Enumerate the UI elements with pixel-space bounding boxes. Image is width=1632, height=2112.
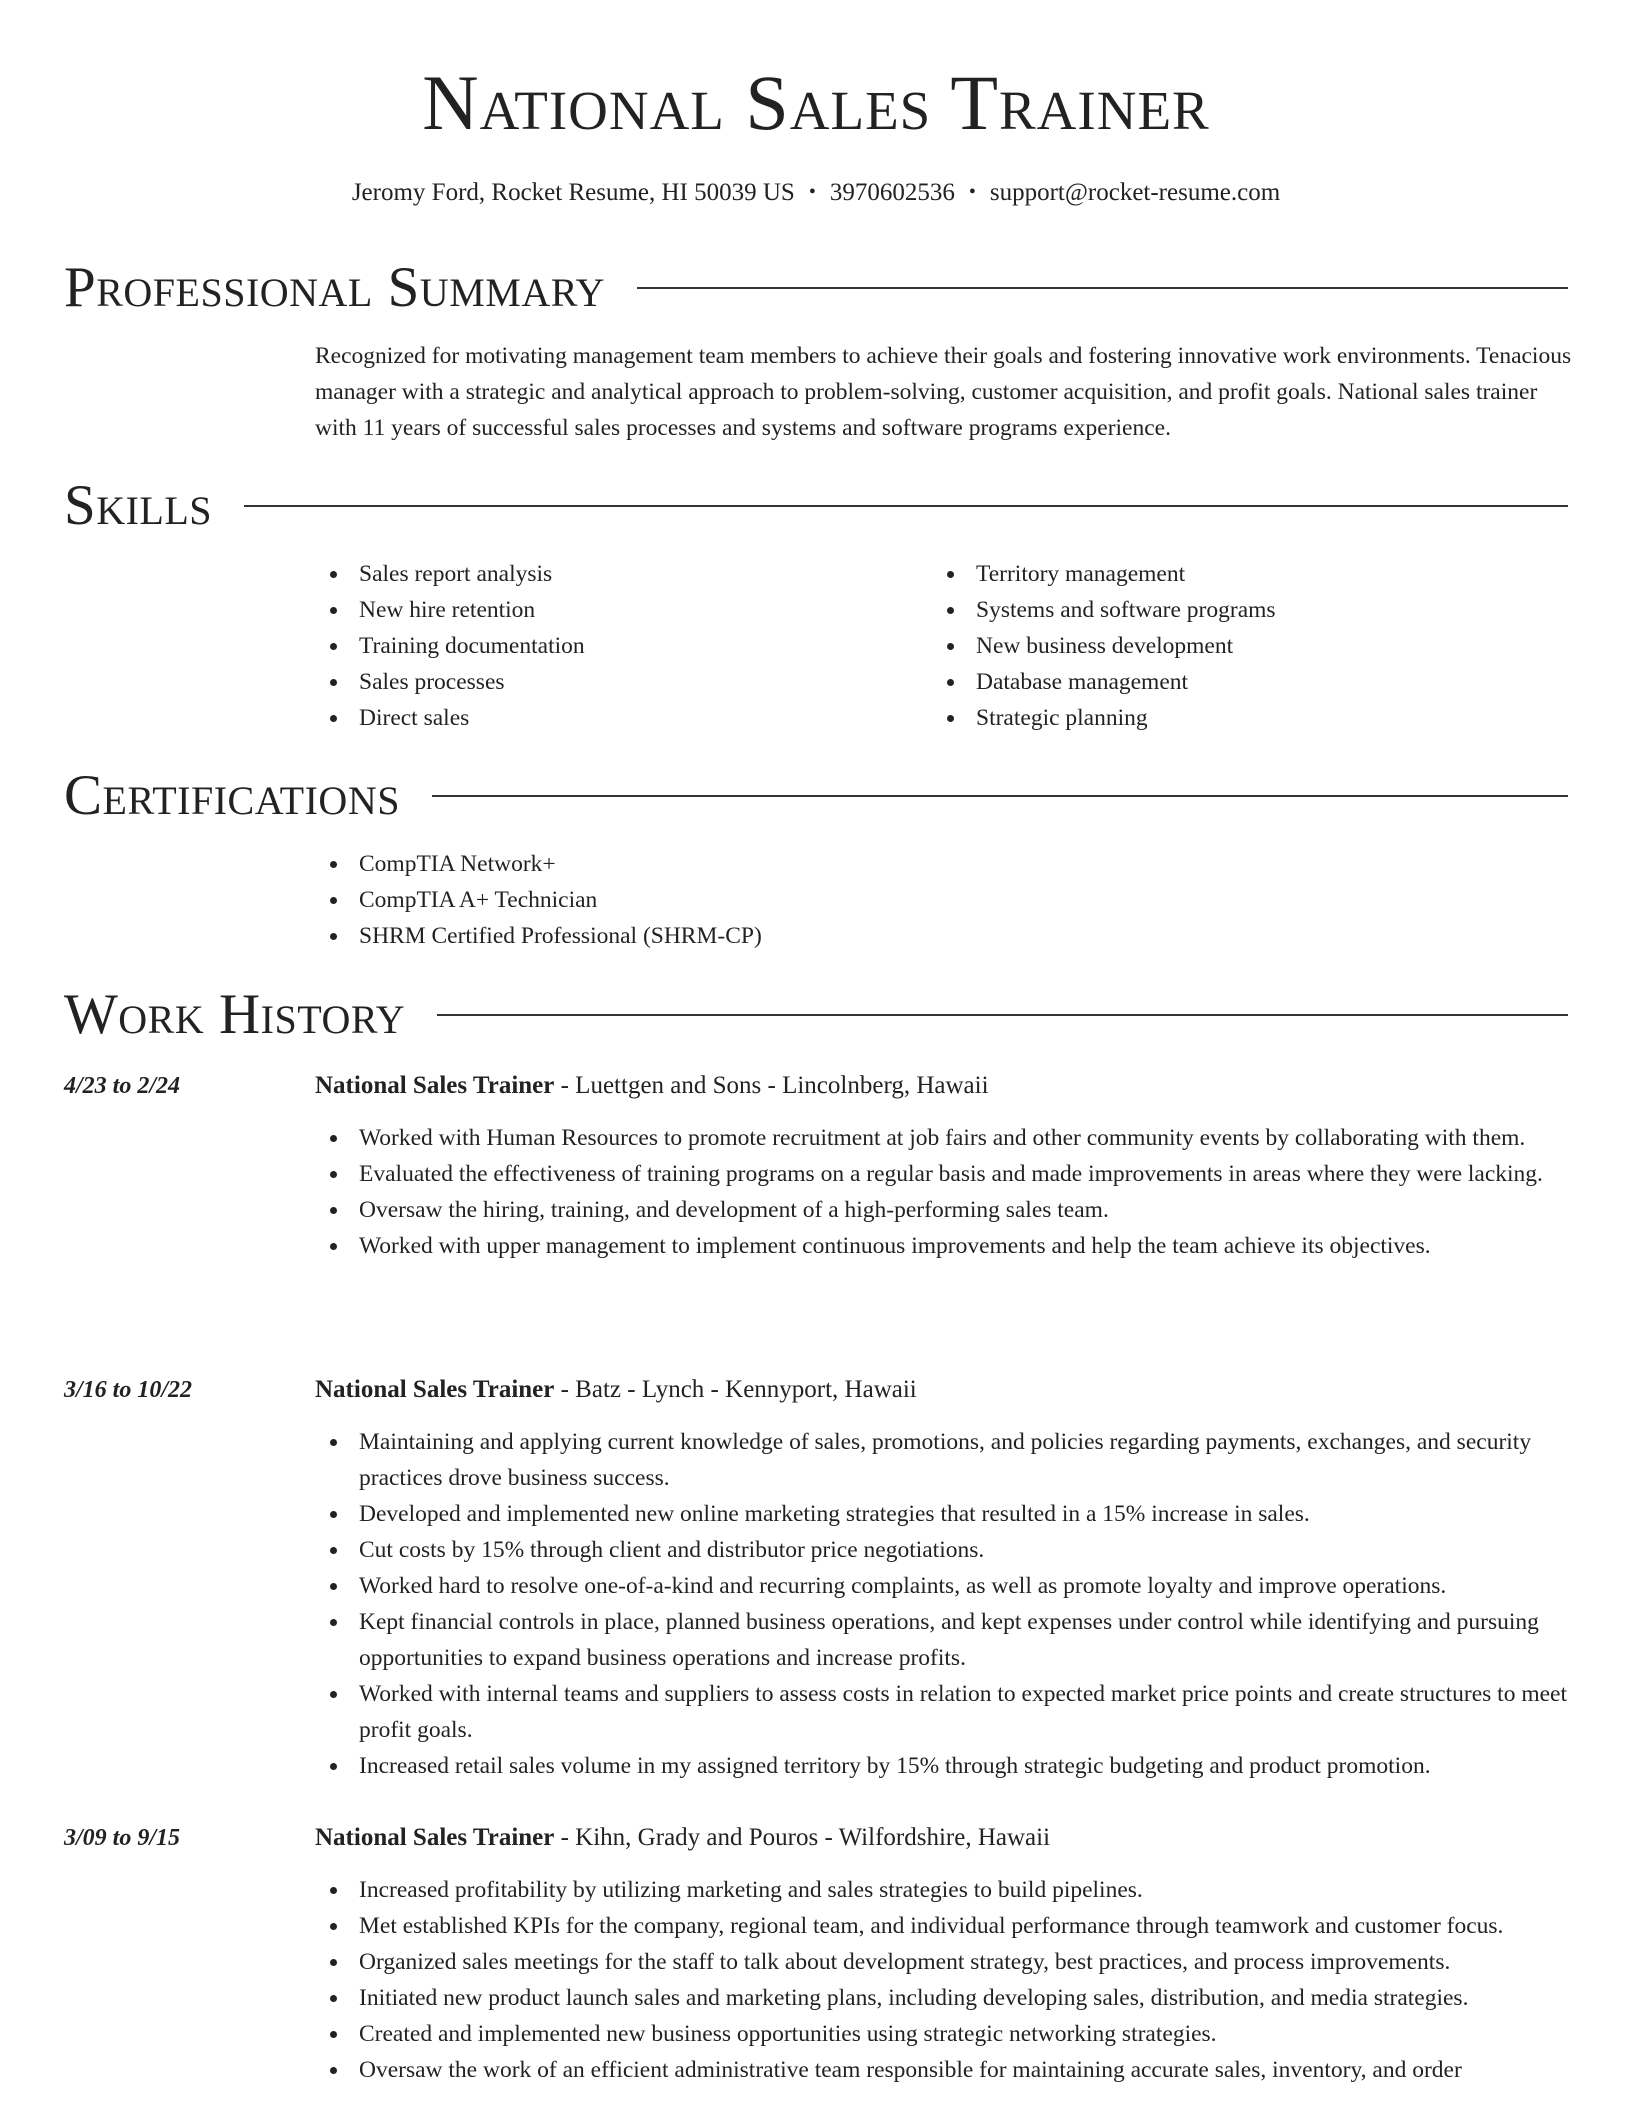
- job-bullet: Initiated new product launch sales and marketing plans, including developing sales, distribution, and media strategies.: [315, 1980, 1574, 2016]
- job-bullet: Worked with upper management to implement continuous improvements and help the team achieve its objectives.: [315, 1228, 1574, 1264]
- skill-item: Database management: [932, 664, 1552, 700]
- contact-separator: •: [968, 181, 976, 203]
- skill-item: New business development: [932, 628, 1552, 664]
- job-bullet: Oversaw the work of an efficient administrative team responsible for maintaining accurate sales, inventory, and order: [315, 2052, 1574, 2088]
- job-employer: - Kihn, Grady and Pouros - Wilfordshire, Hawaii: [554, 1824, 1051, 1851]
- section-divider: [244, 505, 1568, 507]
- contact-phone: 3970602536: [829, 179, 955, 206]
- section-title: Skills: [64, 474, 213, 537]
- skills-list-right: [932, 556, 1552, 736]
- job-employer: - Luettgen and Sons - Lincolnberg, Hawaii: [554, 1072, 989, 1099]
- resume-title: National Sales Trainer: [422, 59, 1210, 146]
- skills-list-left: [315, 556, 875, 736]
- skill-item: Strategic planning: [932, 700, 1552, 736]
- job-title: National Sales Trainer: [315, 1072, 555, 1099]
- job-bullet: Increased retail sales volume in my assigned territory by 15% through strategic budgeting and product promotion.: [315, 1748, 1574, 1784]
- job-bullet: Worked hard to resolve one-of-a-kind and recurring complaints, as well as promote loyalty and improve operations.: [315, 1568, 1574, 1604]
- skill-item: Sales processes: [315, 664, 875, 700]
- job-header: [315, 1820, 1050, 1856]
- job-dates: 4/23 to 2/24: [64, 1073, 181, 1099]
- section-title: Certifications: [64, 764, 400, 827]
- certification-item: SHRM Certified Professional (SHRM-CP): [315, 918, 1315, 954]
- job-title: National Sales Trainer: [315, 1824, 555, 1851]
- job-bullet: Created and implemented new business opportunities using strategic networking strategies.: [315, 2016, 1574, 2052]
- certification-item: CompTIA A+ Technician: [315, 882, 1315, 918]
- skills-section-header: [64, 471, 1568, 541]
- job-bullet: Developed and implemented new online marketing strategies that resulted in a 15% increase in sales.: [315, 1496, 1574, 1532]
- skill-item: New hire retention: [315, 592, 875, 628]
- job-bullet: Increased profitability by utilizing marketing and sales strategies to build pipelines.: [315, 1872, 1574, 1908]
- section-divider: [437, 1014, 1568, 1016]
- section-divider: [432, 795, 1568, 797]
- contact-address: Jeromy Ford, Rocket Resume, HI 50039 US: [351, 179, 795, 206]
- job-bullet: Evaluated the effectiveness of training programs on a regular basis and made improvements in areas where they were lacking.: [315, 1156, 1574, 1192]
- summary-section-header: [64, 253, 1568, 323]
- job-bullets: [315, 1120, 1574, 1264]
- job-dates: 3/16 to 10/22: [64, 1377, 193, 1403]
- job-bullets: [315, 1424, 1574, 1784]
- contact-separator: •: [808, 181, 816, 203]
- skill-item: Training documentation: [315, 628, 875, 664]
- skill-item: Systems and software programs: [932, 592, 1552, 628]
- skill-item: Direct sales: [315, 700, 875, 736]
- job-bullet: Organized sales meetings for the staff to talk about development strategy, best practices, and process improvements.: [315, 1944, 1574, 1980]
- job-bullet: Met established KPIs for the company, regional team, and individual performance through teamwork and customer focus.: [315, 1908, 1574, 1944]
- certifications-section-header: [64, 761, 1568, 831]
- certifications-list: [315, 846, 1315, 954]
- skill-item: Territory management: [932, 556, 1552, 592]
- skill-item: Sales report analysis: [315, 556, 875, 592]
- contact-line: [0, 174, 1632, 211]
- summary-text: Recognized for motivating management team members to achieve their goals and fostering innovative work environments. Tenacious manager with a strategic and analytical approach to problem-solving, customer acquisition, and profit goals. National sales trainer with 11 years of successful sales processes and systems and software programs experience.: [315, 343, 1572, 441]
- job-bullet: Kept financial controls in place, planned business operations, and kept expenses under control while identifying and pursuing opportunities to expand business operations and increase profits.: [315, 1604, 1574, 1676]
- job-bullet: Oversaw the hiring, training, and development of a high-performing sales team.: [315, 1192, 1574, 1228]
- job-title: National Sales Trainer: [315, 1376, 555, 1403]
- job-dates: 3/09 to 9/15: [64, 1825, 181, 1851]
- job-bullet: Worked with internal teams and suppliers to assess costs in relation to expected market price points and create structures to meet profit goals.: [315, 1676, 1574, 1748]
- job-header: [315, 1068, 989, 1104]
- section-title: Work History: [64, 983, 406, 1046]
- job-employer: - Batz - Lynch - Kennyport, Hawaii: [554, 1376, 917, 1403]
- contact-email: support@rocket-resume.com: [989, 179, 1281, 206]
- certification-item: CompTIA Network+: [315, 846, 1315, 882]
- work-history-section-header: [64, 980, 1568, 1050]
- job-bullets: [315, 1872, 1574, 2088]
- job-bullet: Worked with Human Resources to promote recruitment at job fairs and other community events by collaborating with them.: [315, 1120, 1574, 1156]
- job-header: [315, 1372, 917, 1408]
- job-bullet: Maintaining and applying current knowledge of sales, promotions, and policies regarding payments, exchanges, and security practices drove business success.: [315, 1424, 1574, 1496]
- job-bullet: Cut costs by 15% through client and distributor price negotiations.: [315, 1532, 1574, 1568]
- section-title: Professional Summary: [64, 256, 606, 319]
- section-divider: [637, 287, 1568, 289]
